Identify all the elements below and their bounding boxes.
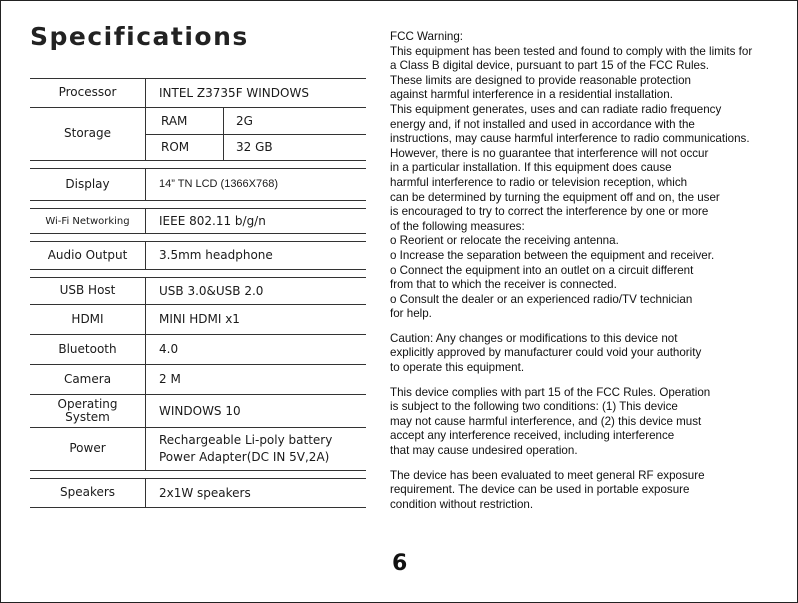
fcc-line: explicitly approved by manufacturer could void your authority (390, 346, 702, 360)
spec-row-display (30, 169, 366, 201)
fcc-line: is encouraged to try to correct the interference by one or more (390, 205, 709, 219)
fcc-caution-paragraph (390, 332, 790, 376)
fcc-line: is subject to the following two conditions: (1) This device (390, 400, 678, 414)
page-number: 6 (392, 551, 408, 576)
fcc-line: These limits are designed to provide reasonable protection (390, 73, 691, 87)
spec-row-bluetooth (30, 335, 366, 365)
row-spacer (30, 161, 366, 169)
spec-label: Speakers (30, 479, 146, 507)
power-line2: Power Adapter(DC IN 5V,2A) (159, 450, 330, 464)
spec-row-speakers (30, 479, 366, 508)
ram-label: RAM (146, 108, 224, 134)
fcc-line: This equipment generates, uses and can radiate radio frequency (390, 102, 722, 116)
fcc-line: This equipment has been tested and found to comply with the limits for (390, 44, 753, 58)
os-label-line1: Operating (57, 396, 118, 411)
spec-label: Processor (30, 79, 146, 107)
spec-value: 4.0 (159, 342, 179, 357)
fcc-line: accept any interference received, including interference (390, 429, 675, 443)
fcc-line: However, there is no guarantee that interference will not occur (390, 146, 709, 160)
fcc-line: of the following measures: (390, 219, 525, 233)
spec-label: Power (30, 428, 146, 470)
row-spacer (30, 270, 366, 278)
spec-value: 2x1W speakers (159, 485, 251, 500)
os-label-line2: System (65, 410, 110, 424)
fcc-rf-paragraph (390, 469, 790, 513)
storage-rom-row (146, 135, 366, 161)
row-spacer (30, 471, 366, 479)
fcc-line: requirement. The device can be used in portable exposure (390, 483, 690, 497)
spec-row-os (30, 395, 366, 428)
fcc-line: energy and, if not installed and used in accordance with the (390, 117, 695, 131)
fcc-line: This device complies with part 15 of the FCC Rules. Operation (390, 385, 711, 399)
spec-value: WINDOWS 10 (159, 403, 241, 418)
spec-value: 2 M (159, 372, 181, 387)
spec-table (30, 78, 366, 508)
spec-label (30, 395, 146, 427)
fcc-line: o Connect the equipment into an outlet on a circuit different (390, 263, 694, 277)
fcc-line: against harmful interference in a residential installation. (390, 88, 673, 102)
spec-value: IEEE 802.11 b/g/n (159, 213, 266, 228)
spec-row-usb (30, 278, 366, 305)
storage-subtable (146, 108, 366, 160)
page-title: Specifications (30, 22, 249, 51)
fcc-line: a Class B digital device, pursuant to part 15 of the FCC Rules. (390, 59, 709, 73)
fcc-line: harmful interference to radio or television reception, which (390, 175, 688, 189)
fcc-line: FCC Warning: (390, 30, 464, 43)
spec-label: Camera (30, 365, 146, 394)
spec-row-camera (30, 365, 366, 395)
spec-label: Display (30, 169, 146, 200)
row-spacer (30, 234, 366, 242)
storage-ram-row (146, 108, 366, 135)
fcc-line: for help. (390, 307, 432, 321)
fcc-line: o Reorient or relocate the receiving antenna. (390, 234, 619, 248)
fcc-line: The device has been evaluated to meet general RF exposure (390, 468, 705, 482)
spec-row-storage (30, 108, 366, 161)
fcc-warning-paragraph (390, 30, 790, 322)
spec-value: MINI HDMI x1 (159, 312, 240, 327)
spec-row-hdmi (30, 305, 366, 335)
fcc-line: may not cause harmful interference, and (2) this device must (390, 414, 702, 428)
fcc-line: o Consult the dealer or an experienced radio/TV technician (390, 292, 693, 306)
fcc-line: that may cause undesired operation. (390, 444, 578, 458)
rom-label: ROM (146, 135, 224, 161)
spec-label: HDMI (30, 305, 146, 334)
rom-value: 32 GB (236, 140, 273, 155)
spec-row-power (30, 428, 366, 471)
spec-label: Storage (30, 108, 146, 160)
spec-label: Audio Output (30, 242, 146, 269)
spec-label: Wi-Fi Networking (30, 209, 146, 233)
fcc-line: from that to which the receiver is connected. (390, 278, 617, 292)
spec-label: Bluetooth (30, 335, 146, 364)
spec-value: 3.5mm headphone (159, 248, 273, 263)
ram-value: 2G (236, 113, 253, 128)
spec-row-audio (30, 242, 366, 270)
fcc-line: in a particular installation. If this equipment does cause (390, 161, 672, 175)
fcc-line: can be determined by turning the equipment off and on, the user (390, 190, 720, 204)
fcc-line: to operate this equipment. (390, 361, 525, 375)
spec-value: USB 3.0&USB 2.0 (159, 283, 264, 298)
row-spacer (30, 201, 366, 209)
spec-value: 14” TN LCD (1366X768) (159, 177, 279, 190)
spec-row-wifi (30, 209, 366, 234)
spec-value: INTEL Z3735F WINDOWS (159, 85, 309, 100)
spec-label: USB Host (30, 278, 146, 304)
fcc-line: instructions, may cause harmful interference to radio communications. (390, 132, 750, 146)
spec-row-processor (30, 78, 366, 108)
fcc-compliance-paragraph (390, 386, 790, 459)
fcc-line: o Increase the separation between the equipment and receiver. (390, 248, 715, 262)
spec-value (146, 428, 366, 470)
power-line1: Rechargeable Li-poly battery (159, 433, 333, 448)
fcc-line: Caution: Any changes or modifications to this device not (390, 331, 678, 345)
fcc-line: condition without restriction. (390, 497, 534, 511)
fcc-statement (390, 30, 790, 512)
